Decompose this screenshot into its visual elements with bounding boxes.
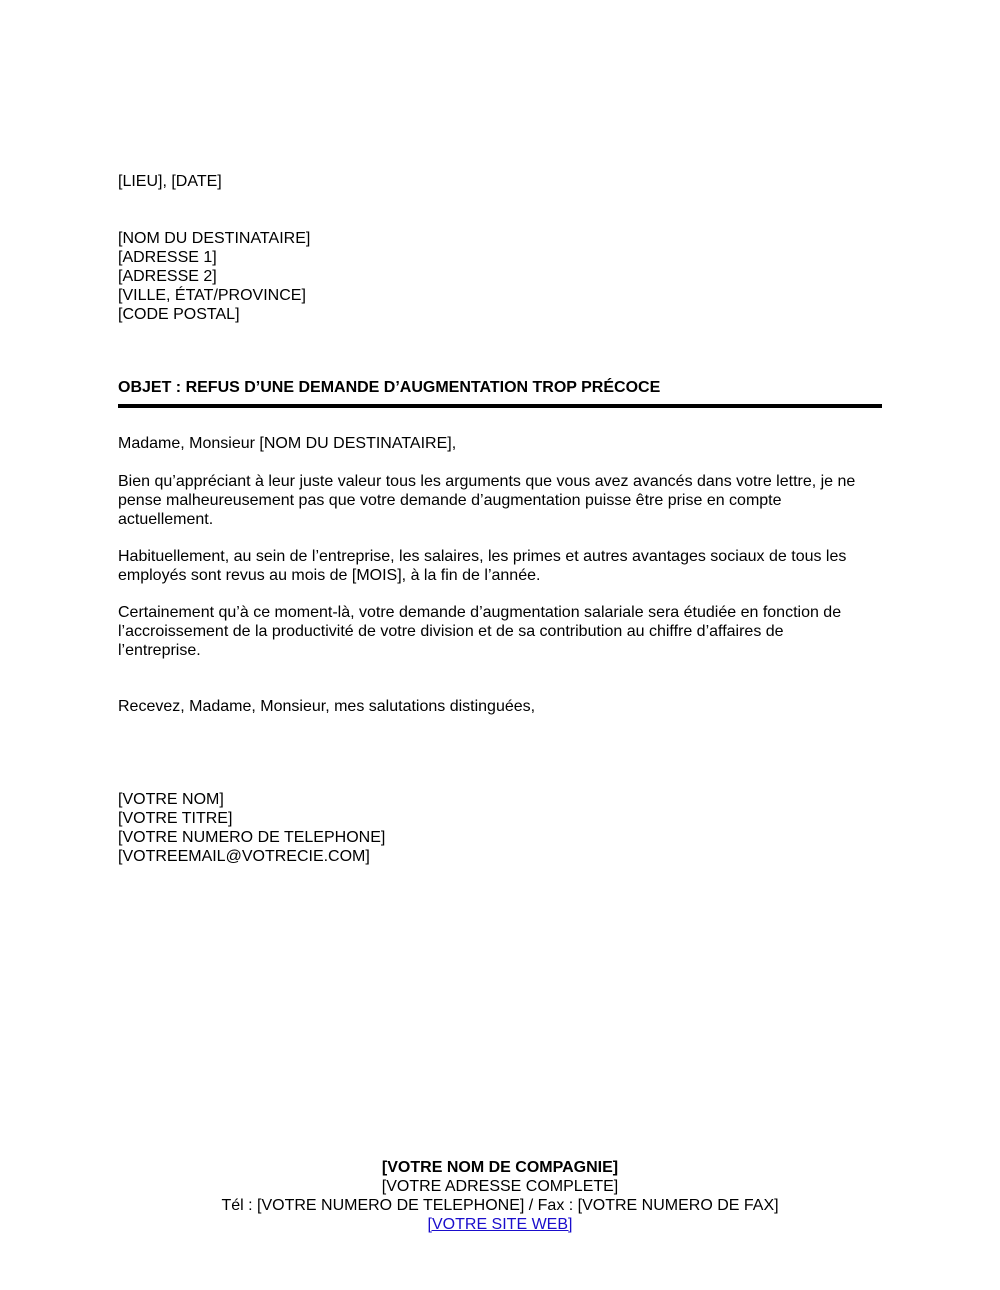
recipient-address — [118, 229, 888, 324]
recipient-postal-code: [CODE POSTAL] — [118, 306, 240, 323]
salutation — [118, 434, 888, 453]
footer-website-link[interactable]: [VOTRE SITE WEB] — [427, 1216, 573, 1233]
paragraph-1-line-1: Bien qu’appréciant à leur juste valeur tous les arguments que vous avez avancés dans votre lettre, je ne — [118, 473, 856, 490]
closing-text: Recevez, Madame, Monsieur, mes salutations distinguées, — [118, 698, 536, 715]
salutation-text: Madame, Monsieur [NOM DU DESTINATAIRE], — [118, 435, 457, 452]
paragraph-2-line-1: Habituellement, au sein de l’entreprise, les salaires, les primes et autres avantages sociaux de tous les — [118, 548, 847, 565]
paragraph-3-line-1: Certainement qu’à ce moment-là, votre demande d’augmentation salariale sera étudiée en fonction de — [118, 604, 842, 621]
body-paragraph-3 — [118, 603, 888, 660]
place-date-text: [LIEU], [DATE] — [118, 173, 222, 190]
body-paragraph-2 — [118, 547, 888, 585]
body-paragraph-1 — [118, 472, 888, 529]
paragraph-1-line-3: actuellement. — [118, 511, 214, 528]
paragraph-3-line-2: l’accroissement de la productivité de votre division et de sa contribution au chiffre d’affaires de — [118, 623, 784, 640]
letter-footer — [0, 1158, 1000, 1234]
footer-address: [VOTRE ADRESSE COMPLETE] — [381, 1178, 619, 1195]
subject-text: OBJET : REFUS D’UNE DEMANDE D’AUGMENTATION TROP PRÉCOCE — [118, 379, 661, 396]
paragraph-2-line-2: employés sont revus au mois de [MOIS], à la fin de l’année. — [118, 567, 541, 584]
signature-title: [VOTRE TITRE] — [118, 810, 233, 827]
signature-email: [VOTREEMAIL@VOTRECIE.COM] — [118, 848, 370, 865]
recipient-address-1: [ADRESSE 1] — [118, 249, 217, 266]
paragraph-1-line-2: pense malheureusement pas que votre demande d’augmentation puisse être prise en compte — [118, 492, 782, 509]
recipient-city-state: [VILLE, ÉTAT/PROVINCE] — [118, 287, 306, 304]
footer-contact: Tél : [VOTRE NUMERO DE TELEPHONE] / Fax : [VOTRE NUMERO DE FAX] — [221, 1197, 779, 1214]
paragraph-3-line-3: l’entreprise. — [118, 642, 201, 659]
place-date — [118, 172, 888, 191]
recipient-name: [NOM DU DESTINATAIRE] — [118, 230, 311, 247]
signature-block — [118, 790, 888, 866]
recipient-address-2: [ADRESSE 2] — [118, 268, 217, 285]
subject-divider — [118, 404, 882, 408]
footer-company-name: [VOTRE NOM DE COMPAGNIE] — [381, 1159, 619, 1176]
signature-phone: [VOTRE NUMERO DE TELEPHONE] — [118, 829, 386, 846]
signature-name: [VOTRE NOM] — [118, 791, 224, 808]
subject-line — [118, 378, 888, 397]
closing — [118, 697, 888, 716]
